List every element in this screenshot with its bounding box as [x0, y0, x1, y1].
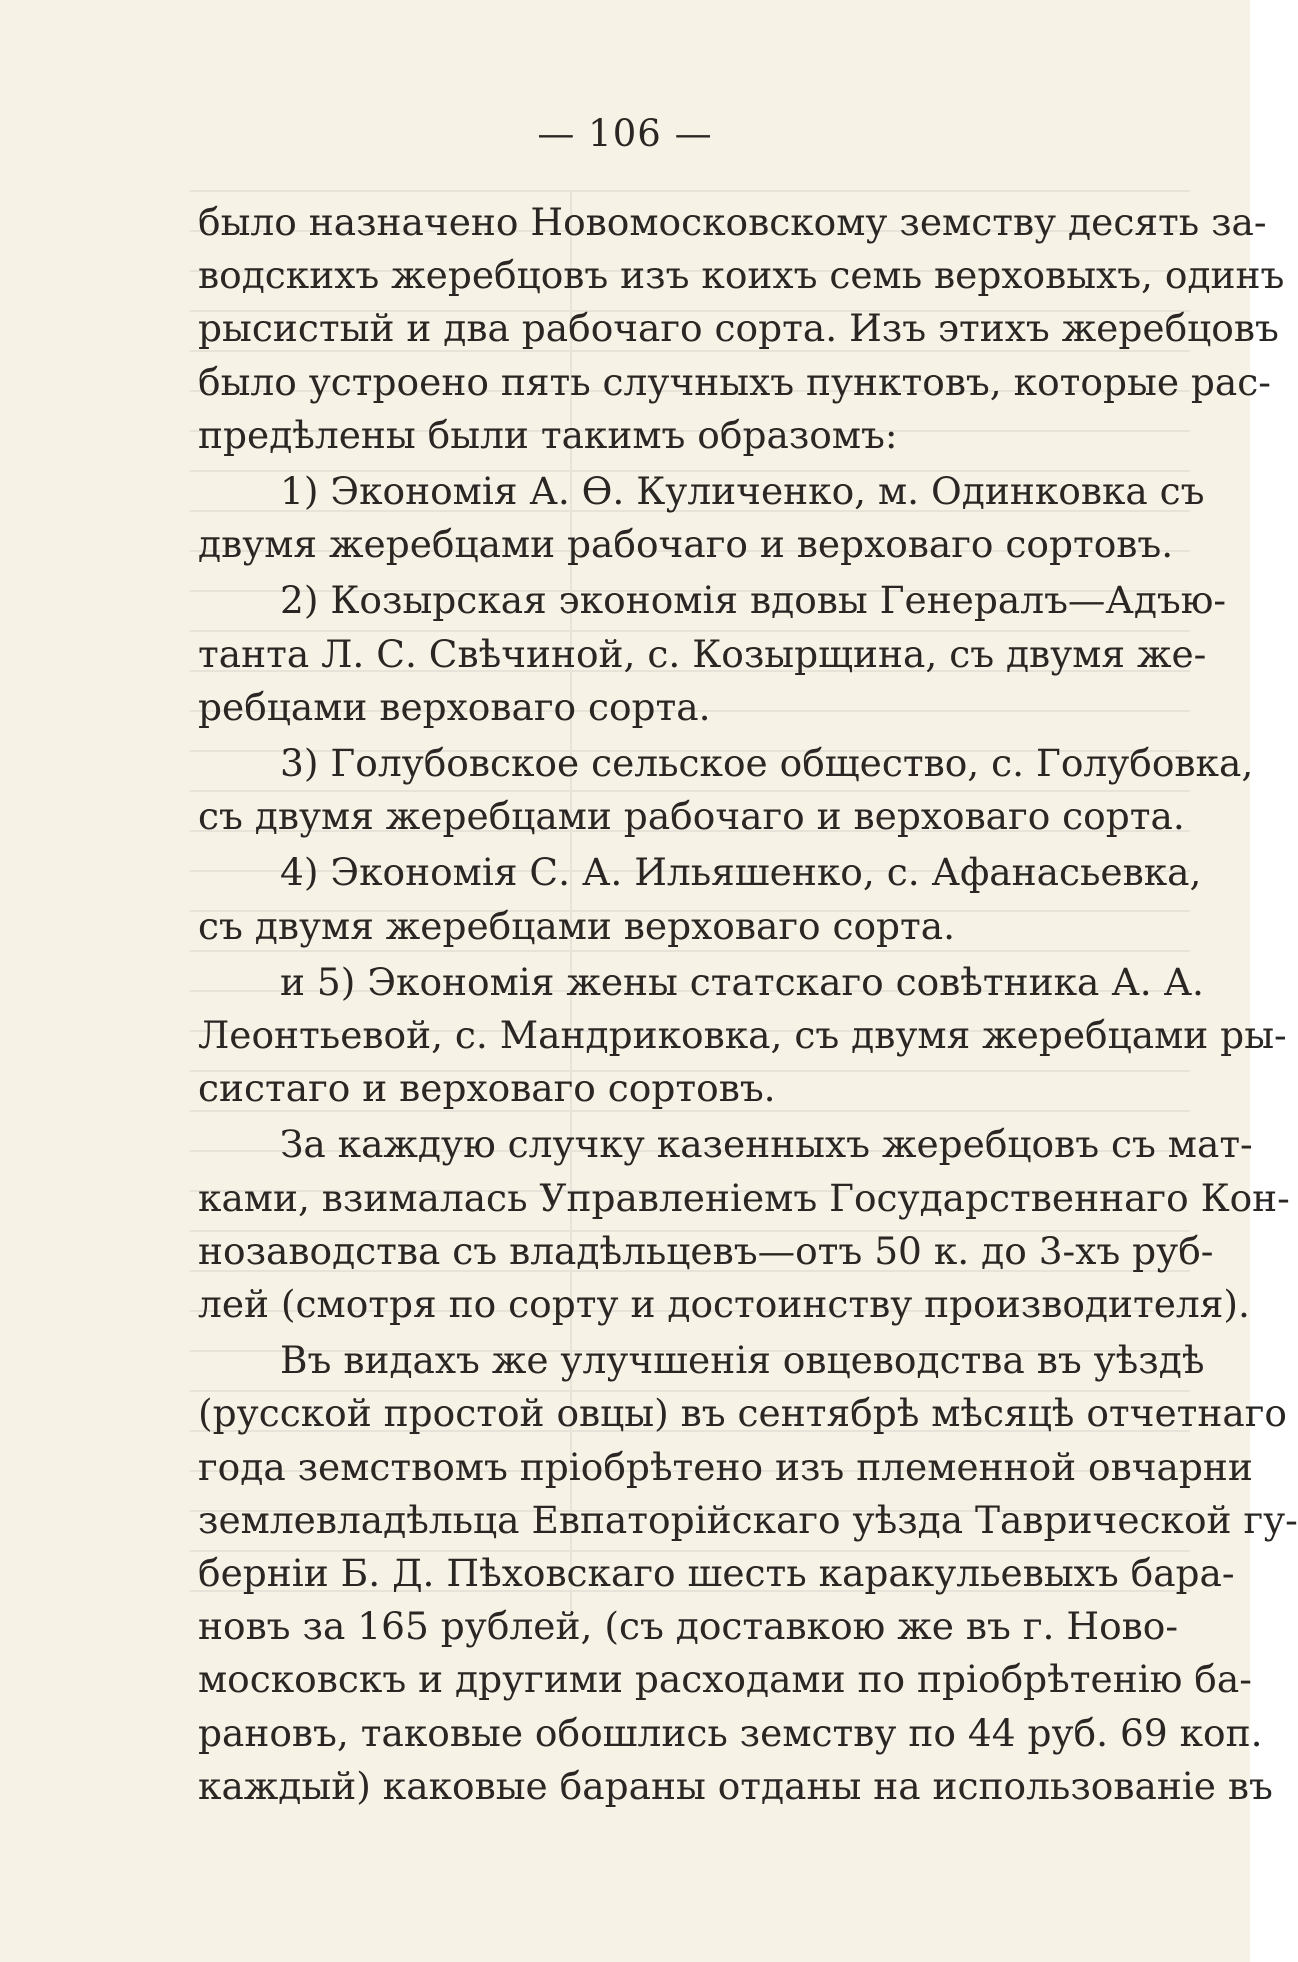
text-line: было назначено Новомосковскому земству десять за-	[198, 200, 1267, 244]
text-line: ками, взималась Управленіемъ Государственнаго Кон-	[198, 1175, 1290, 1220]
text-line: было устроено пять случныхъ пунктовъ, которые рас-	[198, 359, 1271, 404]
text-line: двумя жеребцами рабочаго и верховаго сортовъ.	[198, 522, 1174, 567]
text-line: систаго и верховаго сортовъ.	[198, 1066, 776, 1111]
text-line: Въ видахъ же улучшенія овцеводства въ уѣздѣ	[280, 1338, 1205, 1383]
text-line: каждый) каковые бараны отданы на использованіе въ	[198, 1763, 1273, 1808]
text-line: 1) Экономія А. Ѳ. Куличенко, м. Одинковка съ	[280, 469, 1205, 514]
text-line: (русской простой овцы) въ сентябрѣ мѣсяцѣ отчетнаго	[198, 1391, 1287, 1436]
paragraph-stud-fees	[198, 1118, 1290, 1331]
text-line: За каждую случку казенныхъ жеребцовъ съ мат-	[280, 1122, 1253, 1167]
text-line: года земствомъ пріобрѣтено изъ племенной овчарни	[198, 1444, 1253, 1489]
text-line: лей (смотря по сорту и достоинству производителя).	[198, 1282, 1250, 1327]
text-line: землевладѣльца Евпаторійскаго уѣзда Таврической гу-	[198, 1497, 1298, 1542]
text-line: 4) Экономія С. А. Ильяшенко, с. Афанасьевка,	[280, 850, 1202, 895]
text-line: московскъ и другими расходами по пріобрѣтенію ба-	[198, 1657, 1252, 1702]
paragraph-item-3	[198, 737, 1254, 843]
text-line: 3) Голубовское сельское общество, с. Голубовка,	[280, 741, 1254, 786]
text-line: съ двумя жеребцами верховаго сорта.	[198, 903, 956, 948]
text-line: и 5) Экономія жены статскаго совѣтника А. А.	[280, 959, 1204, 1004]
text-line: съ двумя жеребцами рабочаго и верховаго сорта.	[198, 794, 1185, 839]
text-line: водскихъ жеребцовъ изъ коихъ семь верховыхъ, одинъ	[198, 253, 1285, 298]
page-number: — 106 —	[537, 112, 713, 155]
paragraph-item-2	[198, 574, 1227, 734]
text-line: ребцами верховаго сорта.	[198, 684, 711, 729]
text-line: Леонтьевой, с. Мандриковка, съ двумя жеребцами ры-	[198, 1013, 1287, 1058]
text-line: берніи Б. Д. Пѣховскаго шесть каракульевыхъ бара-	[198, 1551, 1235, 1596]
text-line: нозаводства съ владѣльцевъ—отъ 50 к. до 3-хъ руб-	[198, 1228, 1214, 1273]
text-line: рысистый и два рабочаго сорта. Изъ этихъ жеребцовъ	[198, 306, 1279, 351]
text-line: 2) Козырская экономія вдовы Генералъ—Адъю-	[280, 578, 1227, 623]
paragraph-item-5	[198, 956, 1287, 1116]
paragraph-item-1	[198, 465, 1205, 571]
paragraph-intro	[198, 196, 1285, 462]
text-line: рановъ, таковые обошлись земству по 44 руб. 69 коп.	[198, 1710, 1263, 1755]
text-line: предѣлены были такимъ образомъ:	[198, 412, 898, 457]
text-line: танта Л. С. Свѣчиной, с. Козырщина, съ двумя же-	[198, 631, 1207, 676]
paragraph-item-4	[198, 846, 1202, 952]
paragraph-sheep-breeding	[198, 1334, 1298, 1813]
body-text	[198, 196, 1298, 1813]
text-line: новъ за 165 рублей, (съ доставкою же въ г. Ново-	[198, 1604, 1178, 1649]
